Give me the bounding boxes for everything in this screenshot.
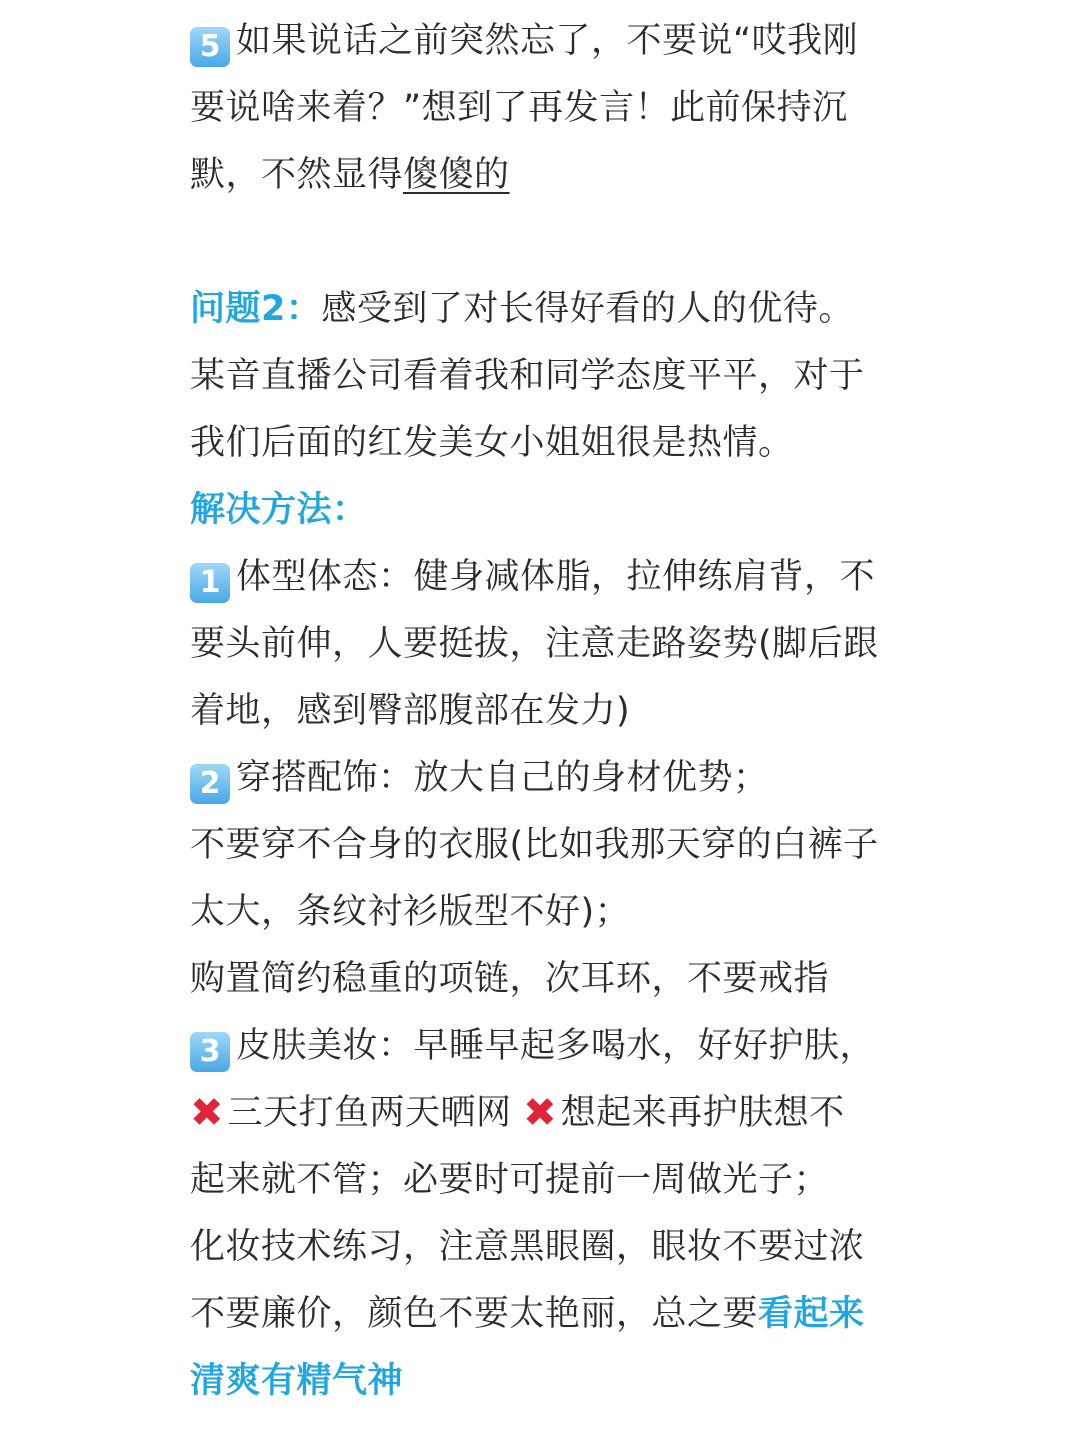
solution-3-line-2 bbox=[190, 1080, 920, 1147]
solution-1-text-1: 体型体态：健身减体脂，拉伸练肩背，不 bbox=[236, 557, 876, 597]
highlight-phrase-end: 清爽有精气神 bbox=[190, 1361, 404, 1401]
keycap-2-icon: 2 bbox=[190, 764, 230, 804]
solution-3-text-4: 化妆技术练习，注意黑眼圈，眼妆不要过浓 bbox=[190, 1227, 865, 1267]
solution-3-line-5 bbox=[190, 1281, 920, 1348]
solution-3-text-3: 起来就不管；必要时可提前一周做光子； bbox=[190, 1160, 830, 1200]
solution-3-line-6 bbox=[190, 1348, 920, 1415]
solution-label: 解决方法： bbox=[190, 490, 368, 530]
problem-2-label: 问题2： bbox=[190, 289, 322, 329]
problem-2-text-3: 我们后面的红发美女小姐姐很是热情。 bbox=[190, 423, 794, 463]
solution-2-text-1: 穿搭配饰：放大自己的身材优势； bbox=[236, 758, 769, 798]
tip-5-line-1 bbox=[190, 8, 920, 75]
problem-2-line-3 bbox=[190, 410, 920, 477]
solution-3-text-2b: 想起来再护肤想不 bbox=[560, 1093, 845, 1133]
tip-5-text-3: 默，不然显得 bbox=[190, 155, 404, 195]
solution-2-text-2: 不要穿不合身的衣服(比如我那天穿的白裤子 bbox=[190, 825, 879, 865]
solution-2-line-1 bbox=[190, 745, 920, 812]
solution-3-text-2a: 三天打鱼两天晒网 bbox=[227, 1093, 524, 1133]
tip-5-text-2: 要说啥来着？”想到了再发言！此前保持沉 bbox=[190, 88, 848, 128]
solution-3-line-1 bbox=[190, 1013, 920, 1080]
keycap-1-icon: 1 bbox=[190, 563, 230, 603]
solution-3-line-3 bbox=[190, 1147, 920, 1214]
problem-2-line-2 bbox=[190, 343, 920, 410]
spacer bbox=[190, 209, 920, 276]
solution-3-line-4 bbox=[190, 1214, 920, 1281]
solution-1-text-2: 要头前伸，人要挺拔，注意走路姿势(脚后跟 bbox=[190, 624, 879, 664]
tip-5-text-1: 如果说话之前突然忘了，不要说“哎我刚 bbox=[236, 21, 859, 61]
solution-2-text-3: 太大，条纹衬衫版型不好)； bbox=[190, 892, 631, 932]
underlined-phrase: 傻傻的 bbox=[403, 155, 510, 195]
cross-mark-icon: ✖ bbox=[523, 1090, 557, 1136]
tip-5-line-2 bbox=[190, 75, 920, 142]
note-body bbox=[190, 8, 920, 1415]
solution-heading bbox=[190, 477, 920, 544]
solution-1-line-2 bbox=[190, 611, 920, 678]
keycap-3-icon: 3 bbox=[190, 1032, 230, 1072]
solution-2-text-4: 购置简约稳重的项链，次耳环，不要戒指 bbox=[190, 959, 830, 999]
problem-2-text-2: 某音直播公司看着我和同学态度平平，对于 bbox=[190, 356, 865, 396]
problem-2-heading bbox=[190, 276, 920, 343]
solution-2-line-3 bbox=[190, 879, 920, 946]
solution-2-line-2 bbox=[190, 812, 920, 879]
solution-1-text-3: 着地，感到臀部腹部在发力) bbox=[190, 691, 631, 731]
problem-2-text: 感受到了对长得好看的人的优待。 bbox=[321, 289, 854, 329]
cross-mark-icon: ✖ bbox=[190, 1090, 224, 1136]
solution-3-text-1: 皮肤美妆：早睡早起多喝水，好好护肤， bbox=[236, 1026, 876, 1066]
keycap-5-icon: 5 bbox=[190, 27, 230, 67]
tip-5-line-3 bbox=[190, 142, 920, 209]
solution-2-line-4 bbox=[190, 946, 920, 1013]
solution-1-line-3 bbox=[190, 678, 920, 745]
solution-3-text-5: 不要廉价，颜色不要太艳丽，总之要 bbox=[190, 1294, 759, 1334]
highlight-phrase: 看起来 bbox=[758, 1294, 865, 1334]
solution-1-line-1 bbox=[190, 544, 920, 611]
